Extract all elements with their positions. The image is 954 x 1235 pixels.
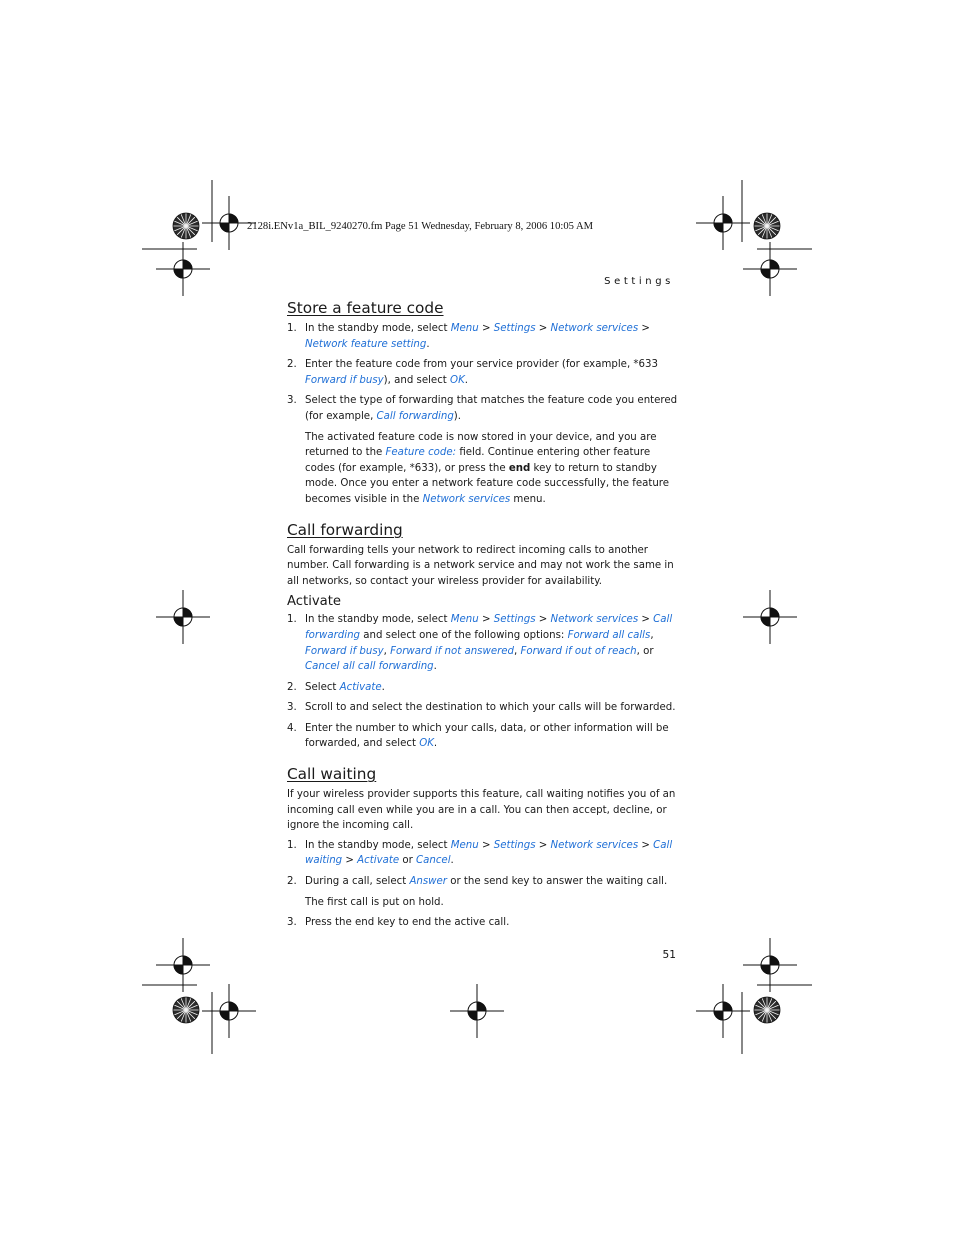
step-number: 2. xyxy=(287,876,297,888)
menu-path-link[interactable]: OK xyxy=(450,374,465,386)
text-run: The activated feature code is now stored in your device, and you are returned to the xyxy=(305,431,657,459)
step-text xyxy=(305,321,679,352)
step-number: 2. xyxy=(287,681,297,693)
step-list xyxy=(287,321,679,508)
text-run: > xyxy=(638,614,654,626)
menu-path-link[interactable]: Network services xyxy=(550,839,639,851)
text-run: field. Continue entering other feature codes (for example, *633), or press the xyxy=(305,447,651,474)
text-run: . xyxy=(426,338,430,350)
key-name: end xyxy=(508,462,531,474)
mid-left-mark xyxy=(156,590,210,644)
text-run: . xyxy=(450,855,454,867)
text-run: > xyxy=(638,323,650,334)
step-number: 3. xyxy=(287,395,297,407)
text-run: During a call, select xyxy=(305,876,410,888)
top-right-marks xyxy=(696,180,812,296)
menu-path-link[interactable]: Network services xyxy=(550,614,639,626)
step-text xyxy=(305,874,679,890)
top-left-marks xyxy=(142,180,256,296)
text-run: , or xyxy=(636,645,654,657)
text-run: and select one of the following options: xyxy=(360,629,568,641)
menu-path-link[interactable]: Forward if out of reach xyxy=(520,645,637,657)
step-number: 4. xyxy=(287,722,297,734)
text-run: key to return to standby mode. Once you enter a network feature code successfully, the feature becomes visible in the xyxy=(305,462,670,505)
text-run: ), and select xyxy=(383,374,451,386)
text-run: , xyxy=(514,645,521,657)
section-heading: Store a feature code xyxy=(287,299,444,317)
text-run: In the standby mode, select xyxy=(305,323,451,334)
step-item xyxy=(287,612,679,674)
step-text xyxy=(305,838,679,869)
menu-path-link[interactable]: Activate xyxy=(357,855,400,867)
step-item xyxy=(287,357,679,388)
text-run: In the standby mode, select xyxy=(305,614,451,626)
menu-path-link[interactable]: Activate xyxy=(339,681,382,693)
menu-path-link[interactable]: Forward if busy xyxy=(305,645,384,657)
step-number: 1. xyxy=(287,839,297,851)
step-text xyxy=(305,357,679,388)
step-item xyxy=(287,721,679,752)
step-text xyxy=(305,700,679,716)
text-run: > xyxy=(535,839,551,851)
text-run: or xyxy=(399,855,417,867)
menu-path-link[interactable]: Forward if busy xyxy=(305,374,384,386)
text-run: Press the end key to end the active call. xyxy=(305,917,510,929)
text-run: , xyxy=(383,645,391,657)
step-item xyxy=(287,393,679,507)
menu-path-link[interactable]: Call forwarding xyxy=(376,410,454,422)
menu-path-link[interactable]: Menu xyxy=(450,614,479,626)
text-run: The first call is put on hold. xyxy=(305,896,444,908)
step-item xyxy=(287,680,679,696)
step-item xyxy=(287,700,679,716)
subsection-heading: Activate xyxy=(287,594,342,610)
step-number: 1. xyxy=(287,323,297,334)
step-number: 2. xyxy=(287,359,297,371)
page-content xyxy=(287,298,679,931)
step-number: 3. xyxy=(287,702,297,714)
menu-path-link[interactable]: Network feature setting xyxy=(305,338,427,350)
text-run: ). xyxy=(453,410,462,422)
menu-path-link[interactable]: OK xyxy=(419,738,434,750)
step-number: 3. xyxy=(287,917,297,929)
step-number: 1. xyxy=(287,614,297,626)
step-item xyxy=(287,874,679,910)
text-run: , xyxy=(650,629,654,641)
section-heading: Call forwarding xyxy=(287,520,403,539)
section xyxy=(287,520,679,753)
text-run: > xyxy=(342,855,358,867)
text-run: menu. xyxy=(510,493,546,505)
section-heading: Call waiting xyxy=(287,765,377,784)
section-intro: If your wireless provider supports this feature, call waiting notifies you of an incoming call even while you are in a call. You can then accept, decline, or ignore the incoming call. xyxy=(287,789,676,832)
menu-path-link[interactable]: Cancel xyxy=(416,855,451,867)
file-slug: 2128i.ENv1a_BIL_9240270.fm Page 51 Wednesday, February 8, 2006 10:05 AM xyxy=(247,221,594,232)
text-run: . xyxy=(464,374,468,386)
step-text xyxy=(305,393,679,424)
menu-path-link[interactable]: Settings xyxy=(493,323,536,334)
text-run: In the standby mode, select xyxy=(305,839,451,851)
menu-path-link[interactable]: Forward if not answered xyxy=(390,645,515,657)
menu-path-link[interactable]: Forward all calls xyxy=(567,629,651,641)
step-text xyxy=(305,915,679,931)
text-run: > xyxy=(478,614,494,626)
menu-path-link[interactable]: Call waiting xyxy=(305,839,673,867)
menu-path-link[interactable]: Answer xyxy=(409,876,447,888)
step-note xyxy=(305,895,679,911)
step-text xyxy=(305,612,679,674)
section xyxy=(287,298,679,508)
bottom-center-mark xyxy=(450,984,504,1038)
text-run: Enter the feature code from your service provider (for example, *633 xyxy=(305,359,658,371)
menu-path-link[interactable]: Network services xyxy=(422,493,511,505)
text-run: > xyxy=(638,839,654,851)
text-run: > xyxy=(535,614,551,626)
section-intro: Call forwarding tells your network to redirect incoming calls to another number. Call forwarding is a network service and may not work the same in all networks, so contact your wireless provider for availability. xyxy=(287,544,674,587)
step-item xyxy=(287,915,679,931)
text-run: Enter the number to which your calls, data, or other information will be forwarded, and select xyxy=(305,722,669,750)
step-text xyxy=(305,721,679,752)
menu-path-link[interactable]: Menu xyxy=(450,323,479,334)
running-head: Settings xyxy=(604,276,674,287)
text-run: . xyxy=(433,661,437,673)
text-run: > xyxy=(478,839,494,851)
text-run: . xyxy=(433,738,438,750)
mid-right-mark xyxy=(743,590,797,644)
text-run: or the send key to answer the waiting call. xyxy=(446,876,668,888)
menu-path-link[interactable]: Network services xyxy=(550,323,639,334)
text-run: > xyxy=(535,323,551,334)
menu-path-link[interactable]: Cancel all call forwarding xyxy=(305,661,434,673)
text-run: Select the type of forwarding that matches the feature code you entered (for example, xyxy=(305,395,678,422)
menu-path-link[interactable]: Call forwarding xyxy=(305,614,673,641)
page-number: 51 xyxy=(662,949,676,961)
menu-path-link[interactable]: Feature code: xyxy=(385,447,457,459)
menu-path-link[interactable]: Settings xyxy=(493,839,536,851)
text-run: Select xyxy=(305,681,340,693)
step-note xyxy=(305,430,679,508)
step-item xyxy=(287,321,679,352)
menu-path-link[interactable]: Settings xyxy=(493,614,536,626)
step-list xyxy=(287,612,679,752)
text-run: . xyxy=(381,681,385,693)
step-text xyxy=(305,680,679,696)
text-run: > xyxy=(478,323,494,334)
step-list xyxy=(287,838,679,931)
text-run: Scroll to and select the destination to which your calls will be forwarded. xyxy=(305,702,676,714)
menu-path-link[interactable]: Menu xyxy=(450,839,479,851)
bottom-left-marks xyxy=(142,938,256,1054)
bottom-right-marks xyxy=(696,938,812,1054)
section xyxy=(287,764,679,931)
step-item xyxy=(287,838,679,869)
